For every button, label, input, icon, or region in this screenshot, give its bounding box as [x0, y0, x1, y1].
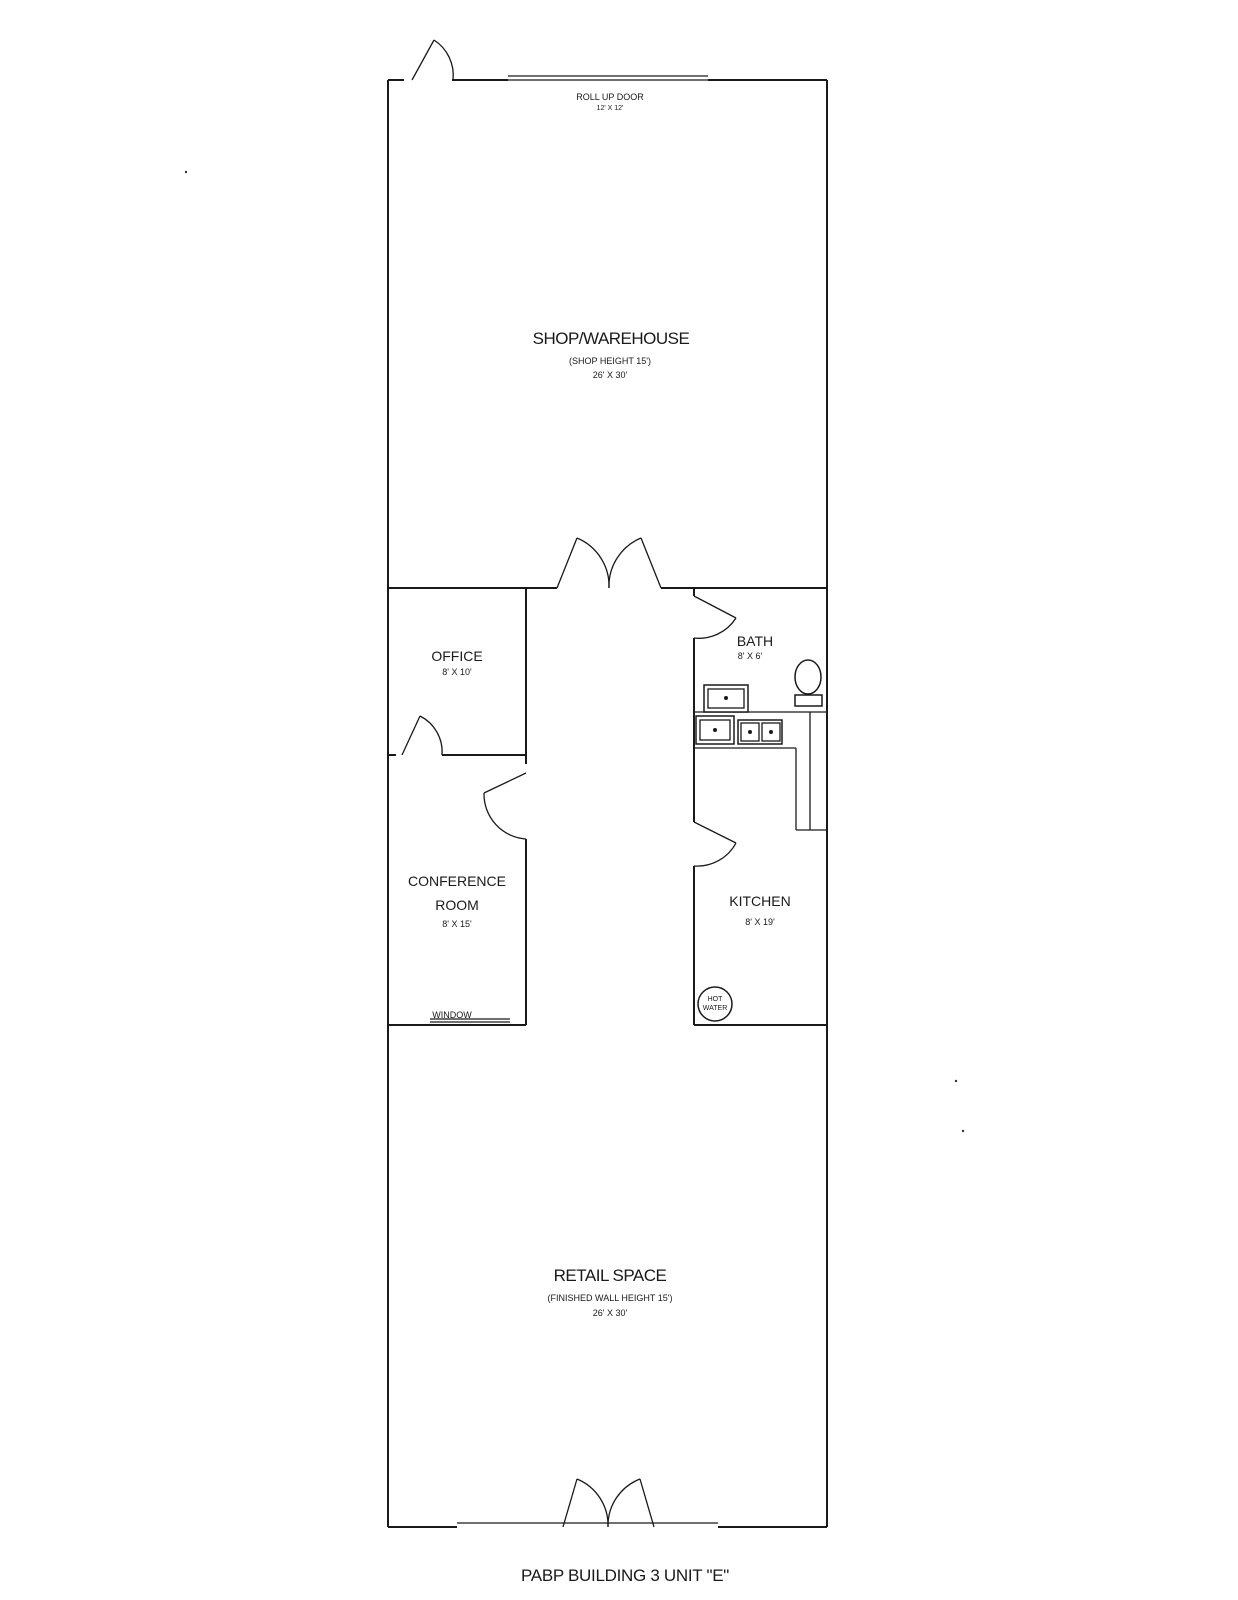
bath-size: 8' X 6' [737, 651, 763, 661]
office-size: 8' X 10' [442, 667, 472, 677]
toilet [795, 660, 822, 706]
kitchen-door [694, 822, 736, 866]
retail-height-note: (FINISHED WALL HEIGHT 15') [547, 1293, 673, 1303]
shop-height-note: (SHOP HEIGHT 15') [569, 356, 651, 366]
shop-size: 26' X 30' [592, 370, 628, 380]
bath-sink [704, 685, 748, 712]
shop-partition-wall [388, 538, 827, 588]
exterior-door-top-left [412, 40, 453, 80]
office-door [402, 716, 442, 755]
kitchen-size: 8' X 19' [745, 917, 775, 927]
bath-door [694, 596, 736, 638]
window-label: WINDOW [432, 1010, 472, 1020]
kitchen-sink-single [696, 716, 734, 744]
office-label: OFFICE [431, 648, 483, 664]
kitchen-sink-double [738, 720, 782, 744]
roll-up-door-size: 12' X 12' [596, 105, 624, 112]
conference-size: 8' X 15' [442, 919, 472, 929]
bath-label: BATH [736, 633, 774, 649]
front-double-doors [457, 1479, 718, 1527]
hot-water-heater [698, 987, 732, 1021]
roll-up-door-label: ROLL UP DOOR [576, 92, 644, 102]
plan-title: PABP BUILDING 3 UNIT "E" [521, 1566, 729, 1585]
shop-warehouse-label: SHOP/WAREHOUSE [532, 329, 690, 348]
retail-size: 26' X 30' [592, 1308, 628, 1318]
retail-space-label: RETAIL SPACE [553, 1266, 667, 1285]
conference-door [484, 773, 526, 839]
conference-label-2: ROOM [435, 897, 479, 913]
conference-label-1: CONFERENCE [407, 873, 507, 889]
roll-up-door [508, 76, 708, 80]
hot-water-label-1: HOT [707, 996, 723, 1003]
hot-water-label-2: WATER [702, 1005, 728, 1012]
kitchen-label: KITCHEN [729, 893, 791, 909]
scan-specks [185, 171, 964, 1132]
